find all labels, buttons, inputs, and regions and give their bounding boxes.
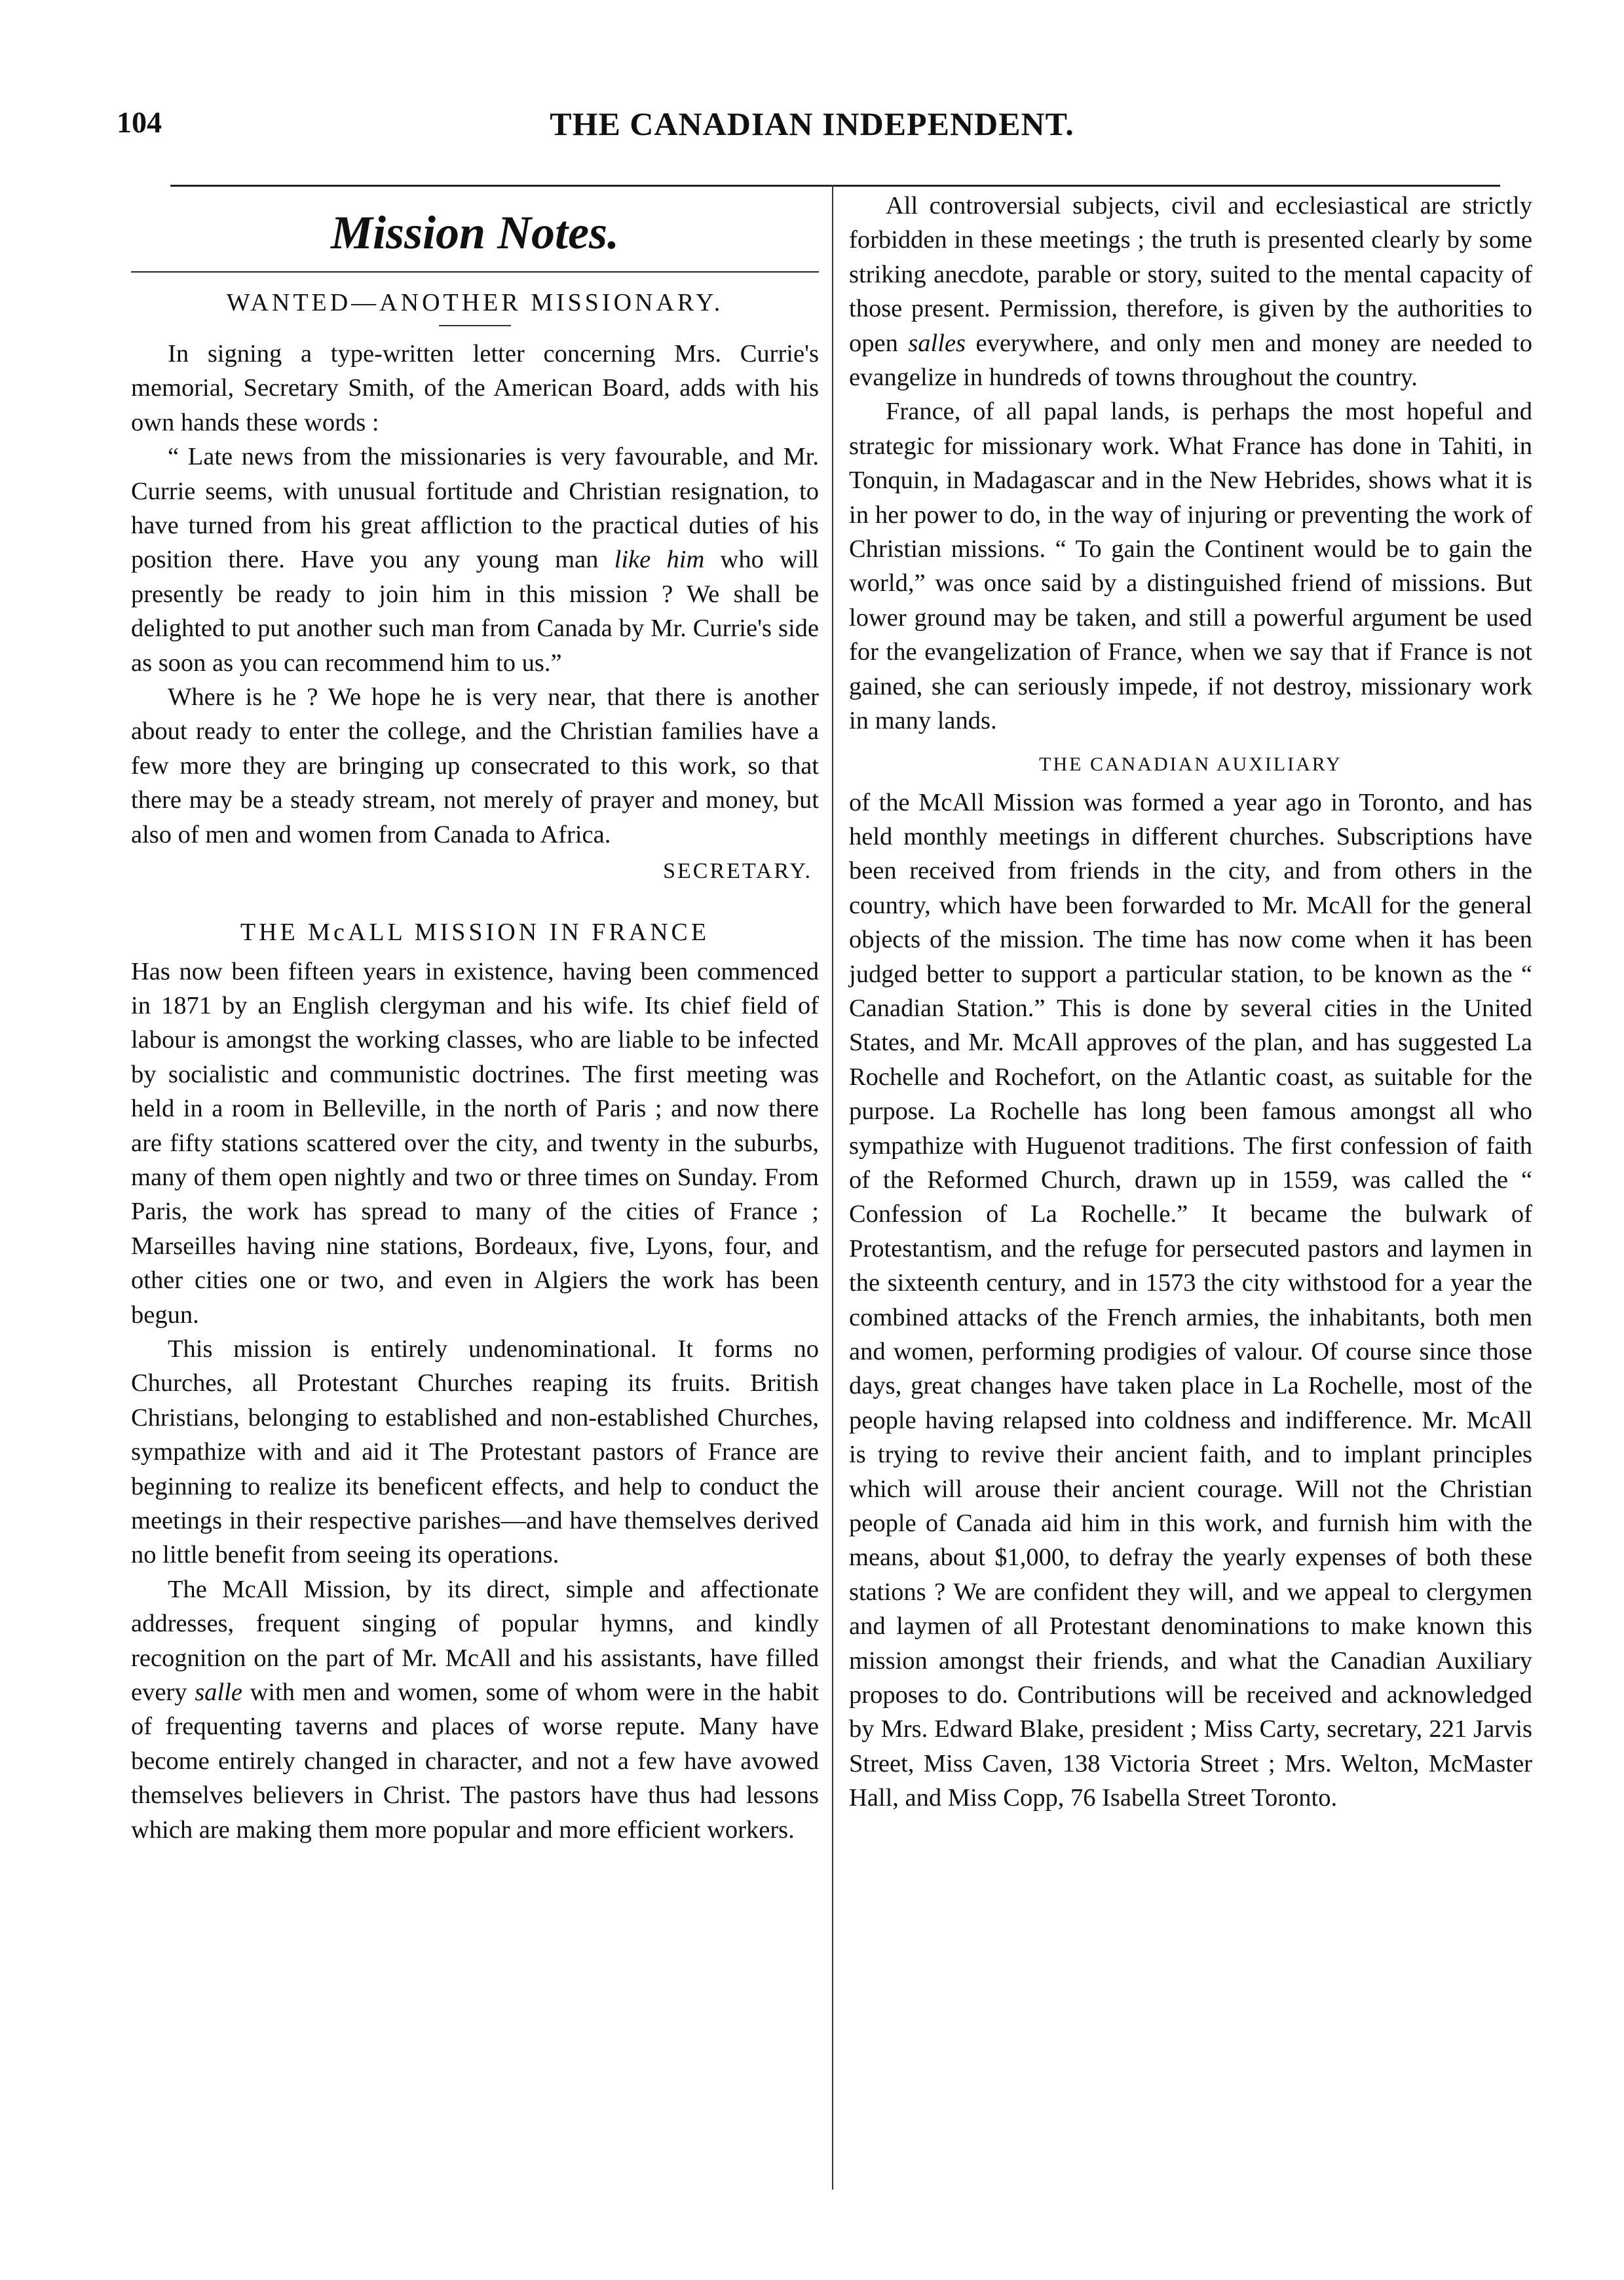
title-rule [439,325,511,326]
text-run: who will presently be ready to join him in this mission ? We shall be delighted to put another such man from Canada by Mr. Currie's side as soon as you can recommend him to us.” [131,546,819,677]
right-column [849,189,1532,1815]
left-column [131,197,819,1847]
paragraph-quote [131,440,819,680]
paragraph [131,1572,819,1847]
italic-text: salles [908,329,966,357]
paragraph [849,189,1532,394]
paragraph: Where is he ? We hope he is very near, that there is another about ready to enter the college, and the Christian families have a few more they are bringing up consecrated to this work, so that there may be a steady stream, not merely of prayer and money, but also of men and women from Canada to Africa. [131,683,819,848]
column-divider [832,185,833,2190]
paragraph: of the McAll Mission was formed a year ago in Toronto, and has held monthly meetings in different churches. Subscriptions have been received from friends in the city, and from others in the country, which have been forwarded to Mr. McAll for the general objects of the mission. The time has now come when it has been judged better to support a particular station, to be known as the “ Canadian Station.” This is done by several cities in the United States, and Mr. McAll approves of the plan, and has suggested La Rochelle and Rochefort, on the Atlantic coast, as suitable for the purpose. La Rochelle has long been famous amongst all who sympathize with Huguenot traditions. The first confession of faith of the Reformed Church, drawn up in 1559, was called the “ Confession of La Rochelle.” It became the bulwark of Protestantism, and the refuge for persecuted pastors and laymen in the sixteenth century, and in 1573 the city withstood for a year the combined attacks of the French armies, the inhabitants, both men and women, performing prodigies of valour. Of course since those days, great changes have taken place in La Rochelle, most of the people having relapsed into coldness and indifference. Mr. McAll is trying to revive their ancient faith, and to implant principles which will arouse their ancient courage. Will not the Christian people of Canada aid him in this work, and furnish him with the means, about $1,000, to defray the yearly expenses of both these stations ? We are confident they will, and we appeal to clergymen and laymen of all Protestant denominations to make known this mission amongst their friends, and what the Canadian Auxiliary proposes to do. Contributions will be received and acknowledged by Mrs. Edward Blake, president ; Miss Carty, secretary, 221 Jarvis Street, Miss Caven, 138 Victoria Street ; Mrs. Welton, McMaster Hall, and Miss Copp, 76 Isabella Street Toronto. [849,788,1532,1812]
header-rule [170,185,1500,187]
section-heading: Mission Notes. [131,197,819,273]
article-title-mcall: THE McALL MISSION IN FRANCE [240,918,710,946]
paragraph: Has now been fifteen years in existence, having been commenced in 1871 by an English clergyman and his wife. Its chief field of labour is amongst the working classes, who are liable to be infected by socialistic and communistic doctrines. The first meeting was held in a room in Belleville, in the north of Paris ; and now there are fifty stations scattered over the city, and twenty in the suburbs, many of them open nightly and two or three times on Sunday. From Paris, the work has spread to many of the cities of France ; Marseilles having nine stations, Bordeaux, five, Lyons, four, and other cities one or two, and even in Algiers the work has been begun. [131,957,819,1329]
paragraph: France, of all papal lands, is perhaps the most hopeful and strategic for missionary work. What France has done in Tahiti, in Tonquin, in Madagascar and in the New Hebrides, shows what it is in her power to do, in the way of injuring or preventing the work of Christian missions. “ To gain the Continent would be to gain the world,” was once said by a distinguished friend of missions. But lower ground may be taken, and still a powerful argument be used for the evangelization of France, when we say that if France is not gained, she can seriously impede, if not destroy, missionary work in many lands. [849,398,1532,735]
paragraph: In signing a type-written letter concerning Mrs. Currie's memorial, Secretary Smith, of the American Board, adds with his own hands these words : [131,340,819,436]
subheading-canadian-auxiliary: THE CANADIAN AUXILIARY [1039,753,1342,775]
text-run: with men and women, some of whom were in the habit of frequenting taverns and places of worse repute. Many have become entirely changed in character, and not a few have avowed themselves believers in Christ. The pastors have thus had lessons which are making them more popular and more efficient workers. [131,1679,820,1844]
text-run: The McAll Mission, by its direct, simple and affectionate addresses, frequent singing of popular hymns, and kindly recognition on the part of Mr. McAll and his assistants, have filled every [131,1575,819,1707]
text-run: everywhere, and only men and money are needed to evangelize in hundreds of towns throughout the country. [849,329,1533,392]
italic-text: salle [195,1679,242,1707]
signature: SECRETARY. [663,859,812,884]
page-number: 104 [117,105,162,139]
text-run: All controversial subjects, civil and ecclesiastical are strictly forbidden in these meetings ; the truth is presented clearly by some striking anecdote, parable or story, suited to the mental capacity of those present. Permission, therefore, is given by the authorities to open [849,192,1532,357]
running-head [0,105,1624,151]
paragraph: This mission is entirely undenominational. It forms no Churches, all Protestant Churches reaping its fruits. British Christians, belonging to established and non-established Churches, sympathize with and aid it The Protestant pastors of France are beginning to realize its beneficent effects, and help to conduct the meetings in their respective parishes—and have themselves derived no little benefit from seeing its operations. [131,1335,819,1569]
journal-title: THE CANADIAN INDEPENDENT. [550,105,1074,142]
text-run: “ Late news from the missionaries is very favourable, and Mr. Currie seems, with unusual fortitude and Christian resignation, to have turned from his great affliction to the practical duties of his position there. Have you any young man [131,443,819,574]
italic-text: like him [614,546,705,574]
article-title-wanted: WANTED—ANOTHER MISSIONARY. [226,289,724,316]
